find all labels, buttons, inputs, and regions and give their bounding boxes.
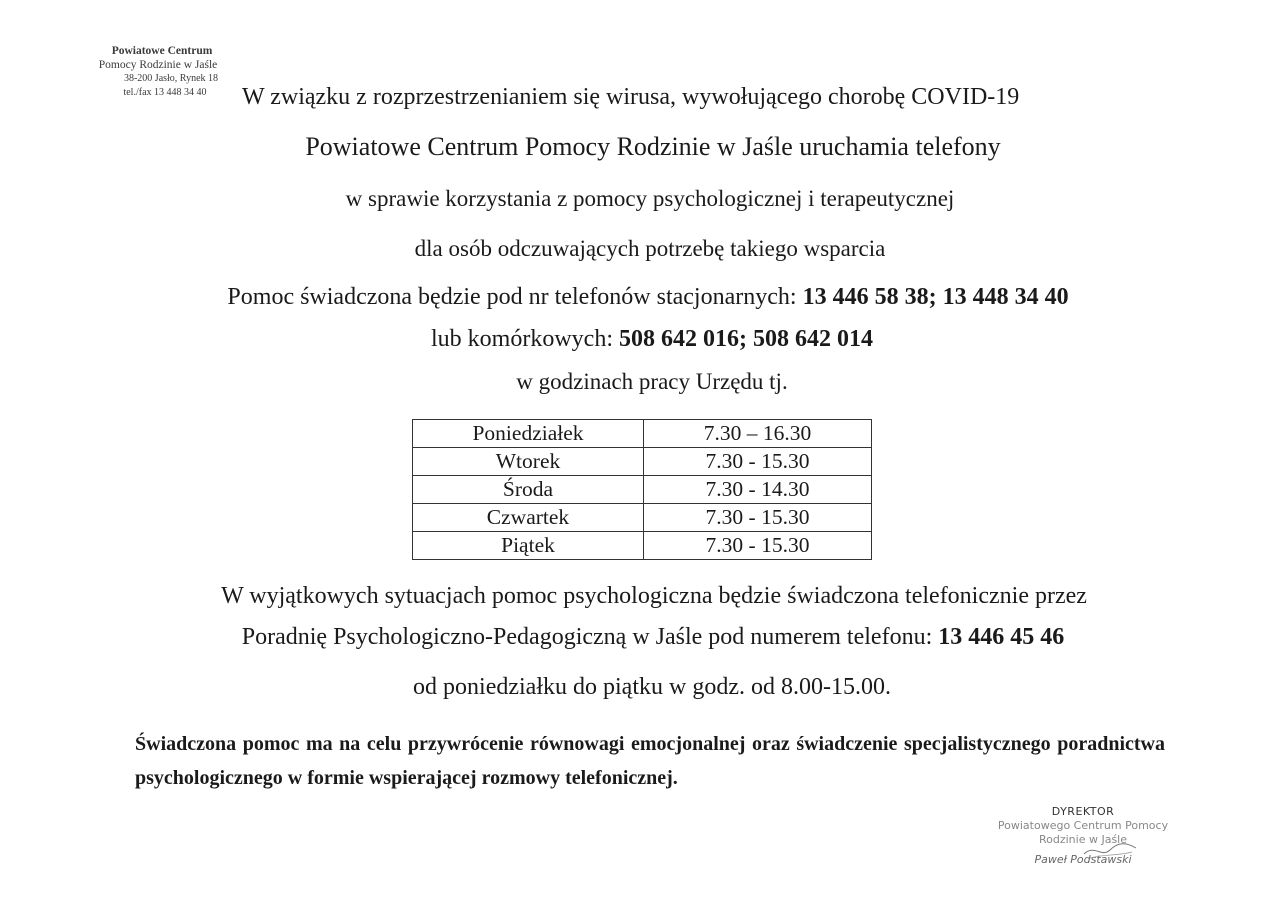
exceptional-line-2	[0, 624, 1280, 651]
mobile-phones-line	[0, 326, 1280, 353]
schedule-hours: 7.30 - 15.30	[644, 504, 872, 532]
schedule-day: Środa	[413, 476, 644, 504]
signature-title: DYREKTOR	[1051, 805, 1115, 818]
counseling-center-label: Poradnię Psychologiczno-Pedagogiczną w Jaśle pod numerem telefonu:	[241, 624, 939, 650]
schedule-row	[413, 476, 872, 504]
intro-line-3: dla osób odczuwających potrzebę takiego wsparcia	[414, 236, 886, 261]
hours-intro: w godzinach pracy Urzędu tj.	[516, 369, 788, 394]
schedule-hours: 7.30 - 15.30	[644, 532, 872, 560]
signature-name: Paweł Podstawski	[1034, 853, 1132, 866]
stamp-line-1: Powiatowe Centrum	[111, 45, 213, 57]
office-hours-table	[412, 419, 872, 560]
schedule-row	[413, 420, 872, 448]
mobile-phones-numbers: 508 642 016; 508 642 014	[618, 326, 873, 352]
exceptional-line-1: W wyjątkowych sytuacjach pomoc psychologiczna będzie świadczona telefonicznie przez	[221, 583, 1087, 609]
schedule-day: Wtorek	[413, 448, 644, 476]
schedule-hours: 7.30 – 16.30	[644, 420, 872, 448]
exceptional-line-3: od poniedziałku do piątku w godz. od 8.00-15.00.	[413, 674, 891, 700]
intro-line-1: Powiatowe Centrum Pomocy Rodzinie w Jaśle uruchamia telefony	[305, 132, 1001, 161]
signature-position-1: Powiatowego Centrum Pomocy	[997, 819, 1169, 832]
schedule-row	[413, 448, 872, 476]
mobile-phones-label: lub komórkowych:	[431, 326, 619, 352]
signature-position-2: Rodzinie w Jaśle	[1038, 833, 1128, 846]
header-line: W związku z rozprzestrzenianiem się wirusa, wywołującego chorobę COVID-19	[242, 84, 1020, 110]
schedule-row	[413, 504, 872, 532]
stamp-line-2: Pomocy Rodzinie w Jaśle	[98, 59, 218, 71]
intro-line-2: w sprawie korzystania z pomocy psychologicznej i terapeutycznej	[345, 186, 955, 211]
counseling-center-number: 13 446 45 46	[938, 624, 1065, 650]
schedule-day: Poniedziałek	[413, 420, 644, 448]
handwritten-signature-icon	[1080, 838, 1140, 862]
stationary-phones-label: Pomoc świadczona będzie pod nr telefonów stacjonarnych:	[227, 284, 803, 310]
institution-stamp	[58, 44, 258, 100]
stamp-line-3: 38-200 Jasło, Rynek 18	[123, 73, 219, 84]
stamp-line-4: tel./fax 13 448 34 40	[123, 87, 207, 98]
schedule-day: Czwartek	[413, 504, 644, 532]
closing-statement: Świadczona pomoc ma na celu przywrócenie równowagi emocjonalnej oraz świadczenie specjalistycznego poradnictwa psychologicznego w formie wspierającej rozmowy telefonicznej.	[135, 733, 1165, 789]
stationary-phones-line	[0, 284, 1280, 311]
schedule-hours: 7.30 - 14.30	[644, 476, 872, 504]
stationary-phones-numbers: 13 446 58 38; 13 448 34 40	[802, 284, 1069, 310]
schedule-day: Piątek	[413, 532, 644, 560]
schedule-row	[413, 532, 872, 560]
schedule-hours: 7.30 - 15.30	[644, 448, 872, 476]
